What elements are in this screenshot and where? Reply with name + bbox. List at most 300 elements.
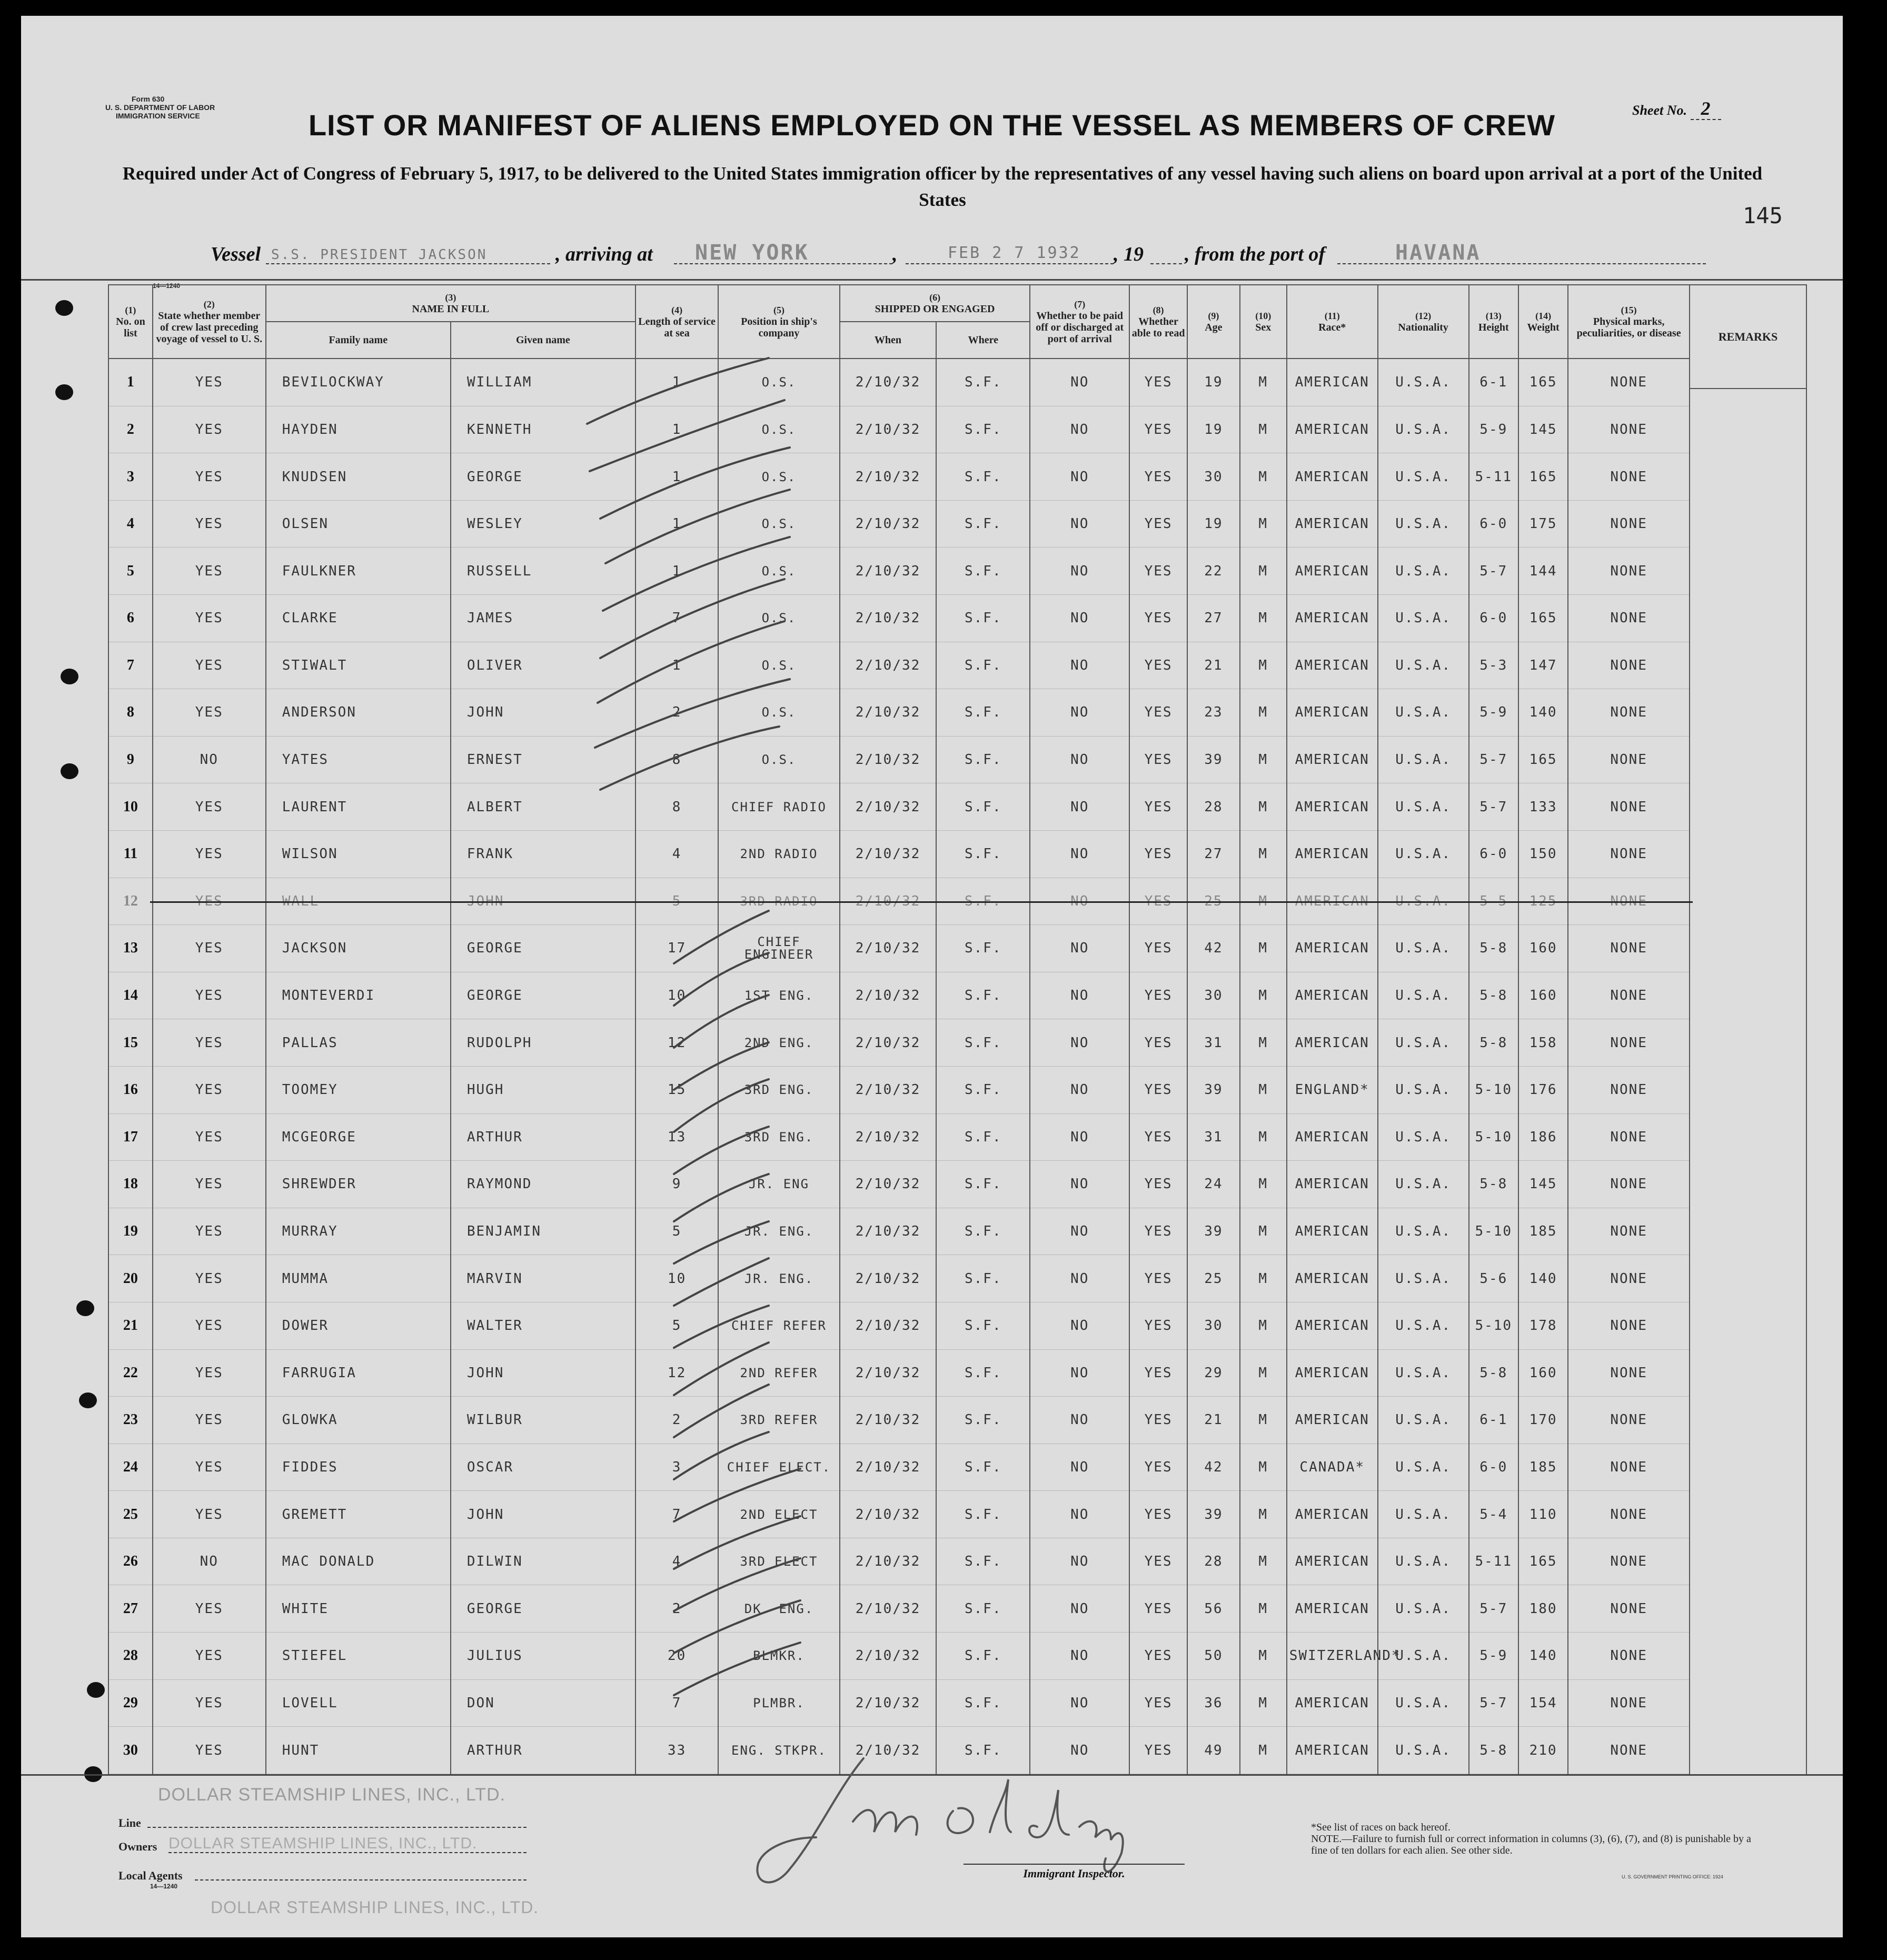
sex: M (1240, 595, 1287, 642)
position: CHIEF ELECT. (718, 1444, 840, 1491)
from-port: HAVANA (1395, 241, 1481, 265)
shipped-when: 2/10/32 (840, 783, 936, 831)
shipped-when: 2/10/32 (840, 689, 936, 737)
age: 19 (1187, 500, 1240, 548)
row-number: 27 (108, 1585, 153, 1633)
length-of-service: 10 (635, 972, 718, 1019)
weight: 165 (1518, 453, 1568, 501)
physical-marks: NONE (1568, 359, 1690, 406)
weight: 185 (1518, 1444, 1568, 1491)
shipped-when: 2/10/32 (840, 1444, 936, 1491)
nationality: U.S.A. (1378, 595, 1469, 642)
nationality: U.S.A. (1378, 1727, 1469, 1774)
remarks-header: REMARKS (1690, 284, 1807, 389)
previous-voyage: YES (153, 1349, 266, 1397)
length-of-service: 17 (635, 925, 718, 972)
weight: 165 (1518, 359, 1568, 406)
weight: 150 (1518, 830, 1568, 878)
previous-voyage: YES (153, 1727, 266, 1774)
weight: 165 (1518, 736, 1568, 783)
race: AMERICAN (1287, 925, 1378, 972)
paid-off: NO (1030, 736, 1129, 783)
page-number: 145 (1743, 203, 1783, 228)
height: 5-7 (1469, 736, 1518, 783)
age: 36 (1187, 1679, 1240, 1727)
able-to-read: YES (1129, 783, 1187, 831)
sex: M (1240, 830, 1287, 878)
paid-off: NO (1030, 595, 1129, 642)
physical-marks: NONE (1568, 595, 1690, 642)
row-number: 5 (108, 548, 153, 595)
given-name: BENJAMIN (451, 1208, 635, 1255)
able-to-read: YES (1129, 1679, 1187, 1727)
given-name: JOHN (451, 1349, 635, 1397)
age: 19 (1187, 359, 1240, 406)
length-of-service: 1 (635, 453, 718, 501)
shipped-where: S.F. (936, 453, 1030, 501)
able-to-read: YES (1129, 500, 1187, 548)
given-name: ALBERT (451, 783, 635, 831)
age: 50 (1187, 1633, 1240, 1680)
race: AMERICAN (1287, 689, 1378, 737)
previous-voyage: YES (153, 830, 266, 878)
weight: 140 (1518, 689, 1568, 737)
age: 28 (1187, 783, 1240, 831)
col-marks-header: (15) Physical marks, peculiarities, or disease (1568, 285, 1690, 359)
given-name: HUGH (451, 1066, 635, 1113)
able-to-read: YES (1129, 1113, 1187, 1161)
position: JR. ENG. (718, 1208, 840, 1255)
nationality: U.S.A. (1378, 1255, 1469, 1302)
length-of-service: 7 (635, 1679, 718, 1727)
weight: 140 (1518, 1633, 1568, 1680)
age: 31 (1187, 1113, 1240, 1161)
able-to-read: YES (1129, 1066, 1187, 1113)
length-of-service: 2 (635, 1585, 718, 1633)
nationality: U.S.A. (1378, 1019, 1469, 1067)
row-number: 18 (108, 1161, 153, 1208)
given-name: RUDOLPH (451, 1019, 635, 1067)
family-name: MCGEORGE (266, 1113, 451, 1161)
col-prev-voyage-header: (2) State whether member of crew last preceding voyage of vessel to U. S. (153, 285, 266, 359)
position: O.S. (718, 500, 840, 548)
family-name: DOWER (266, 1302, 451, 1349)
nationality: U.S.A. (1378, 1161, 1469, 1208)
col-when-header: When (840, 322, 936, 359)
given-name: GEORGE (451, 1585, 635, 1633)
row-number: 1 (108, 359, 153, 406)
nationality: U.S.A. (1378, 1113, 1469, 1161)
company-stamp-1: DOLLAR STEAMSHIP LINES, INC., LTD. (158, 1785, 506, 1805)
family-name: FAULKNER (266, 548, 451, 595)
nationality: U.S.A. (1378, 1349, 1469, 1397)
row-number: 6 (108, 595, 153, 642)
position: CHIEF RADIO (718, 783, 840, 831)
age: 27 (1187, 830, 1240, 878)
sex: M (1240, 406, 1287, 453)
nationality: U.S.A. (1378, 1633, 1469, 1680)
length-of-service: 12 (635, 1019, 718, 1067)
given-name: MARVIN (451, 1255, 635, 1302)
shipped-where: S.F. (936, 1679, 1030, 1727)
row-number: 7 (108, 642, 153, 689)
shipped-where: S.F. (936, 1208, 1030, 1255)
length-of-service: 5 (635, 1208, 718, 1255)
sex: M (1240, 1727, 1287, 1774)
age: 30 (1187, 1302, 1240, 1349)
shipped-where: S.F. (936, 1491, 1030, 1538)
physical-marks: NONE (1568, 406, 1690, 453)
able-to-read: YES (1129, 1397, 1187, 1444)
shipped-when: 2/10/32 (840, 1633, 936, 1680)
shipped-where: S.F. (936, 830, 1030, 878)
company-stamp-3: DOLLAR STEAMSHIP LINES, INC., LTD. (211, 1898, 539, 1917)
previous-voyage: YES (153, 406, 266, 453)
col-age-header: (9) Age (1187, 285, 1240, 359)
physical-marks: NONE (1568, 1255, 1690, 1302)
shipped-when: 2/10/32 (840, 830, 936, 878)
race: AMERICAN (1287, 1491, 1378, 1538)
nationality: U.S.A. (1378, 500, 1469, 548)
shipped-when: 2/10/32 (840, 1349, 936, 1397)
paid-off: NO (1030, 1019, 1129, 1067)
punch-hole-1 (55, 300, 73, 316)
shipped-when: 2/10/32 (840, 925, 936, 972)
given-name: GEORGE (451, 925, 635, 972)
age: 21 (1187, 642, 1240, 689)
height: 6-1 (1469, 359, 1518, 406)
height: 5-8 (1469, 972, 1518, 1019)
given-name: WALTER (451, 1302, 635, 1349)
able-to-read: YES (1129, 1208, 1187, 1255)
row-number: 11 (108, 830, 153, 878)
position: O.S. (718, 548, 840, 595)
shipped-when: 2/10/32 (840, 453, 936, 501)
sex: M (1240, 1019, 1287, 1067)
col-where-header: Where (936, 322, 1030, 359)
length-of-service: 12 (635, 1349, 718, 1397)
height: 5-10 (1469, 1208, 1518, 1255)
given-name: ERNEST (451, 736, 635, 783)
shipped-when: 2/10/32 (840, 736, 936, 783)
vessel-line: Vessel S.S. PRESIDENT JACKSON , arriving at NEW YORK , FEB 2 7 1932 , 19 , from the port of HAVANA (211, 240, 1711, 271)
nationality: U.S.A. (1378, 548, 1469, 595)
given-name: OLIVER (451, 642, 635, 689)
paid-off: NO (1030, 359, 1129, 406)
race: AMERICAN (1287, 1727, 1378, 1774)
shipped-where: S.F. (936, 1633, 1030, 1680)
row-number: 14 (108, 972, 153, 1019)
given-name: OSCAR (451, 1444, 635, 1491)
weight: 154 (1518, 1679, 1568, 1727)
shipped-when: 2/10/32 (840, 1727, 936, 1774)
shipped-where: S.F. (936, 595, 1030, 642)
weight: 145 (1518, 1161, 1568, 1208)
previous-voyage: YES (153, 453, 266, 501)
length-of-service: 2 (635, 1397, 718, 1444)
weight: 158 (1518, 1019, 1568, 1067)
position: 3RD ELECT (718, 1538, 840, 1585)
shipped-when: 2/10/32 (840, 500, 936, 548)
given-name: JOHN (451, 1491, 635, 1538)
row-number: 9 (108, 736, 153, 783)
paid-off: NO (1030, 1727, 1129, 1774)
family-name: ANDERSON (266, 689, 451, 737)
able-to-read: YES (1129, 925, 1187, 972)
able-to-read: YES (1129, 1255, 1187, 1302)
sex: M (1240, 878, 1287, 925)
sex: M (1240, 972, 1287, 1019)
weight: 160 (1518, 925, 1568, 972)
age: 49 (1187, 1727, 1240, 1774)
arriving-label: , arriving at (555, 243, 653, 265)
paid-off: NO (1030, 925, 1129, 972)
height: 6-0 (1469, 500, 1518, 548)
year-label: , 19 (1114, 243, 1144, 265)
family-name: HUNT (266, 1727, 451, 1774)
physical-marks: NONE (1568, 1349, 1690, 1397)
previous-voyage: YES (153, 972, 266, 1019)
shipped-when: 2/10/32 (840, 1255, 936, 1302)
shipped-when: 2/10/32 (840, 595, 936, 642)
length-of-service: 20 (635, 1633, 718, 1680)
col-service-header: (4) Length of service at sea (635, 285, 718, 359)
paid-off: NO (1030, 642, 1129, 689)
position: PLMBR. (718, 1679, 840, 1727)
physical-marks: NONE (1568, 925, 1690, 972)
race: AMERICAN (1287, 736, 1378, 783)
age: 27 (1187, 595, 1240, 642)
vessel-label: Vessel (211, 243, 261, 265)
nationality: U.S.A. (1378, 1679, 1469, 1727)
able-to-read: YES (1129, 830, 1187, 878)
height: 6-0 (1469, 830, 1518, 878)
weight: 125 (1518, 878, 1568, 925)
family-name: GLOWKA (266, 1397, 451, 1444)
paid-off: NO (1030, 1302, 1129, 1349)
shipped-when: 2/10/32 (840, 548, 936, 595)
footnotes (1311, 1822, 1753, 1856)
position: O.S. (718, 689, 840, 737)
previous-voyage: YES (153, 1255, 266, 1302)
inspector-signature (742, 1748, 1243, 1906)
physical-marks: NONE (1568, 689, 1690, 737)
position: 3RD RADIO (718, 878, 840, 925)
length-of-service: 10 (635, 1255, 718, 1302)
weight: 144 (1518, 548, 1568, 595)
race: AMERICAN (1287, 1349, 1378, 1397)
weight: 145 (1518, 406, 1568, 453)
col-height-header: (13) Height (1469, 285, 1518, 359)
physical-marks: NONE (1568, 1161, 1690, 1208)
previous-voyage: YES (153, 1491, 266, 1538)
height: 5-7 (1469, 1585, 1518, 1633)
paid-off: NO (1030, 1255, 1129, 1302)
company-stamp-2: DOLLAR STEAMSHIP LINES, INC., LTD. (168, 1835, 478, 1852)
shipped-when: 2/10/32 (840, 359, 936, 406)
height: 6-0 (1469, 1444, 1518, 1491)
form-code-top: 14—1240 (153, 282, 181, 290)
paid-off: NO (1030, 1679, 1129, 1727)
age: 29 (1187, 1349, 1240, 1397)
sex: M (1240, 1255, 1287, 1302)
race: AMERICAN (1287, 830, 1378, 878)
form-dept: U. S. DEPARTMENT OF LABOR (105, 103, 215, 112)
col-position-header: (5) Position in ship's company (718, 285, 840, 359)
shipped-where: S.F. (936, 1538, 1030, 1585)
sex: M (1240, 1066, 1287, 1113)
weight: 147 (1518, 642, 1568, 689)
age: 30 (1187, 972, 1240, 1019)
physical-marks: NONE (1568, 1679, 1690, 1727)
given-name: JAMES (451, 595, 635, 642)
nationality: U.S.A. (1378, 830, 1469, 878)
arrival-date: FEB 2 7 1932 (948, 244, 1081, 262)
length-of-service: 1 (635, 359, 718, 406)
weight: 160 (1518, 972, 1568, 1019)
sex: M (1240, 1633, 1287, 1680)
able-to-read: YES (1129, 406, 1187, 453)
able-to-read: YES (1129, 548, 1187, 595)
family-name: CLARKE (266, 595, 451, 642)
age: 56 (1187, 1585, 1240, 1633)
age: 39 (1187, 736, 1240, 783)
previous-voyage: YES (153, 595, 266, 642)
family-name: MONTEVERDI (266, 972, 451, 1019)
previous-voyage: YES (153, 1113, 266, 1161)
punch-hole-7 (87, 1682, 105, 1698)
paid-off: NO (1030, 878, 1129, 925)
shipped-when: 2/10/32 (840, 1679, 936, 1727)
row-number: 15 (108, 1019, 153, 1067)
col-sex-header: (10) Sex (1240, 285, 1287, 359)
shipped-where: S.F. (936, 1585, 1030, 1633)
paid-off: NO (1030, 972, 1129, 1019)
sex: M (1240, 1113, 1287, 1161)
row-number: 26 (108, 1538, 153, 1585)
able-to-read: YES (1129, 359, 1187, 406)
position: O.S. (718, 736, 840, 783)
height: 5-8 (1469, 1727, 1518, 1774)
shipped-where: S.F. (936, 548, 1030, 595)
family-name: MUMMA (266, 1255, 451, 1302)
weight: 185 (1518, 1208, 1568, 1255)
nationality: U.S.A. (1378, 689, 1469, 737)
shipped-when: 2/10/32 (840, 1397, 936, 1444)
printer-imprint: U. S. GOVERNMENT PRINTING OFFICE: 1924 (1622, 1874, 1723, 1879)
position: 3RD REFER (718, 1397, 840, 1444)
col-family-name-header: Family name (266, 322, 451, 359)
sex: M (1240, 1397, 1287, 1444)
sex: M (1240, 548, 1287, 595)
paid-off: NO (1030, 453, 1129, 501)
physical-marks: NONE (1568, 1208, 1690, 1255)
form-service: IMMIGRATION SERVICE (116, 112, 200, 120)
height: 5-8 (1469, 1019, 1518, 1067)
family-name: YATES (266, 736, 451, 783)
race: AMERICAN (1287, 878, 1378, 925)
height: 6-1 (1469, 1397, 1518, 1444)
footnote-races: *See list of races on back hereof. (1311, 1822, 1451, 1833)
shipped-where: S.F. (936, 500, 1030, 548)
family-name: SHREWDER (266, 1161, 451, 1208)
age: 19 (1187, 406, 1240, 453)
col-shipped-header: (6) SHIPPED OR ENGAGED (840, 285, 1030, 322)
able-to-read: YES (1129, 878, 1187, 925)
nationality: U.S.A. (1378, 1538, 1469, 1585)
able-to-read: YES (1129, 453, 1187, 501)
able-to-read: YES (1129, 1302, 1187, 1349)
previous-voyage: YES (153, 1019, 266, 1067)
position: O.S. (718, 642, 840, 689)
height: 6-0 (1469, 595, 1518, 642)
length-of-service: 4 (635, 1538, 718, 1585)
sex: M (1240, 736, 1287, 783)
physical-marks: NONE (1568, 1113, 1690, 1161)
shipped-where: S.F. (936, 736, 1030, 783)
nationality: U.S.A. (1378, 736, 1469, 783)
nationality: U.S.A. (1378, 1302, 1469, 1349)
local-agents-label: Local Agents (118, 1869, 183, 1882)
sex: M (1240, 1161, 1287, 1208)
race: AMERICAN (1287, 1208, 1378, 1255)
able-to-read: YES (1129, 1349, 1187, 1397)
height: 5-7 (1469, 548, 1518, 595)
position: JR. ENG (718, 1161, 840, 1208)
race: AMERICAN (1287, 406, 1378, 453)
length-of-service: 4 (635, 830, 718, 878)
race: AMERICAN (1287, 783, 1378, 831)
row-number: 21 (108, 1302, 153, 1349)
shipped-where: S.F. (936, 1302, 1030, 1349)
col-name-header: (3) NAME IN FULL (266, 285, 635, 322)
position: 2ND RADIO (718, 830, 840, 878)
row-number: 2 (108, 406, 153, 453)
col-nationality-header: (12) Nationality (1378, 285, 1469, 359)
sex: M (1240, 1585, 1287, 1633)
height: 5-9 (1469, 689, 1518, 737)
given-name: KENNETH (451, 406, 635, 453)
length-of-service: 15 (635, 1066, 718, 1113)
race: AMERICAN (1287, 1255, 1378, 1302)
family-name: KNUDSEN (266, 453, 451, 501)
given-name: ARTHUR (451, 1727, 635, 1774)
race: AMERICAN (1287, 500, 1378, 548)
shipped-when: 2/10/32 (840, 1491, 936, 1538)
col-read-header: (8) Whether able to read (1129, 285, 1187, 359)
sex: M (1240, 1208, 1287, 1255)
able-to-read: YES (1129, 1633, 1187, 1680)
given-name: WESLEY (451, 500, 635, 548)
previous-voyage: YES (153, 1585, 266, 1633)
physical-marks: NONE (1568, 1302, 1690, 1349)
race: AMERICAN (1287, 1679, 1378, 1727)
physical-marks: NONE (1568, 878, 1690, 925)
race: SWITZERLAND* (1287, 1633, 1378, 1680)
height: 5-8 (1469, 1349, 1518, 1397)
line-label: Line (118, 1816, 141, 1829)
able-to-read: YES (1129, 972, 1187, 1019)
race: ENGLAND* (1287, 1066, 1378, 1113)
height: 5-7 (1469, 1679, 1518, 1727)
shipped-when: 2/10/32 (840, 1585, 936, 1633)
physical-marks: NONE (1568, 453, 1690, 501)
able-to-read: YES (1129, 736, 1187, 783)
nationality: U.S.A. (1378, 642, 1469, 689)
able-to-read: YES (1129, 1019, 1187, 1067)
family-name: JACKSON (266, 925, 451, 972)
paid-off: NO (1030, 689, 1129, 737)
